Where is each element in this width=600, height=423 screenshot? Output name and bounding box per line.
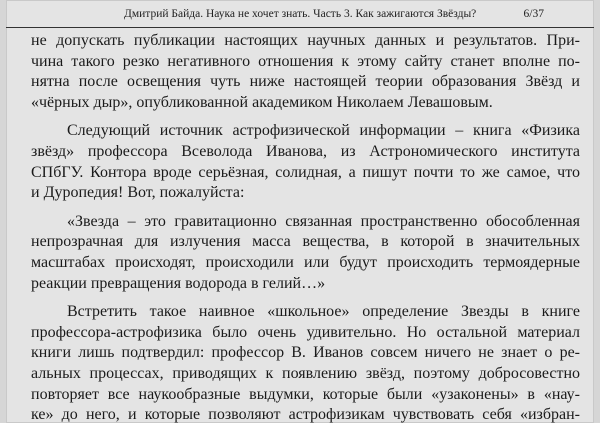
- text-line: профессора-астрофизика было очень удивительно. Но остальной материал: [31, 323, 580, 341]
- text-line: СПбГУ. Контора вроде серьёзная, солидная, а пишут почти то же самое, что: [31, 163, 580, 181]
- text-line: масштабах происходят, происходили или будут происходить термоядерные: [31, 253, 580, 271]
- text-line: нятна после освещения чуть ниже настоящей теории образования Звёзд и: [31, 73, 580, 91]
- paragraph-spacer: [31, 204, 580, 212]
- text-line: звёзд» профессора Всеволода Иванова, из Астрономического института: [31, 142, 580, 160]
- text-line: «чёрных дыр», опубликованной академиком Николаем Левашовым.: [31, 93, 493, 111]
- text-line: Встретить такое наивное «школьное» определение Звезды в книге: [67, 303, 580, 321]
- page-number: 6/37: [523, 8, 544, 20]
- text-line: Следующий источник астрофизической информации – книга «Физика: [67, 122, 580, 140]
- text-line: чина такого резко негативного отношения к этому сайту станет вполне по-: [31, 52, 580, 70]
- header-rule: [6, 27, 594, 28]
- document-page: [6, 0, 594, 423]
- text-line: и Дуропедия! Вот, пожалуйста:: [31, 184, 245, 202]
- paragraph-4: [31, 302, 580, 423]
- quote-paragraph: [31, 212, 580, 294]
- text-line: повторяет все наукообразные выдумки, которые были «узаконены» в «нау-: [31, 385, 580, 403]
- body-text: [31, 31, 580, 423]
- paragraph-2: [31, 121, 580, 203]
- text-line: непрозрачная для излучения масса вещества, в которой в значительных: [31, 233, 580, 251]
- text-line: реакции превращения водорода в гелий…»: [31, 274, 326, 292]
- text-line: не допускать публикации настоящих научных данных и результатов. При-: [31, 32, 580, 49]
- text-line: альных процессах, приводящих к появлению звёзд, поэтому добросовестно: [31, 364, 580, 382]
- paragraph-1: [31, 31, 580, 113]
- page-header: [6, 8, 594, 26]
- text-line: «Звезда – это гравитационно связанная пространственно обособленная: [67, 212, 580, 230]
- paragraph-spacer: [31, 113, 580, 121]
- running-title: Дмитрий Байда. Наука не хочет знать. Часть 3. Как зажигаются Звёзды?: [124, 8, 477, 20]
- text-line: книги лишь подтвердил: профессор В. Иванов совсем ничего не знает о ре-: [31, 344, 580, 362]
- text-line: ке» до него, и которые позволяют астрофизикам чувствовать себя «избран-: [31, 406, 580, 423]
- paragraph-spacer: [31, 294, 580, 302]
